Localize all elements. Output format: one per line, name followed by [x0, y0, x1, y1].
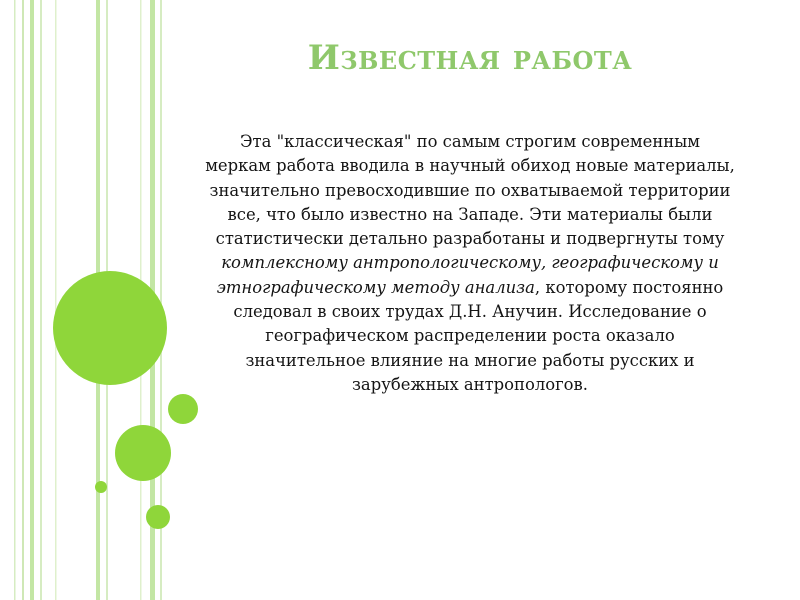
- body-text-emphasis: комплексному антропологическому, географическому и этнографическому методу анализа: [216, 253, 719, 297]
- stripe: [40, 0, 42, 600]
- small-circle: [168, 394, 198, 424]
- slide-body-text: [205, 130, 735, 397]
- stripe: [30, 0, 34, 600]
- body-text-part: Эта "классическая" по самым строгим современным меркам работа вводила в научный обиход новые материалы, значительно превосходившие по охватываемой территории все, что было известно на Западе. Эти материалы были статистически детально разработаны и подвергнуты тому: [205, 132, 735, 249]
- stripe: [55, 0, 57, 600]
- stripe: [22, 0, 24, 600]
- body-text-part: , которому постоянно следовал в своих трудах Д.Н. Анучин. Исследование о географическом распределении роста оказало значительное влияние на многие работы русских и зарубежных антропологов.: [233, 277, 724, 394]
- medium-circle: [115, 425, 171, 481]
- small-circle: [146, 505, 170, 529]
- slide-title: Известная работа: [307, 38, 633, 78]
- tiny-circle: [95, 481, 107, 493]
- stripe: [14, 0, 16, 600]
- large-circle: [53, 271, 167, 385]
